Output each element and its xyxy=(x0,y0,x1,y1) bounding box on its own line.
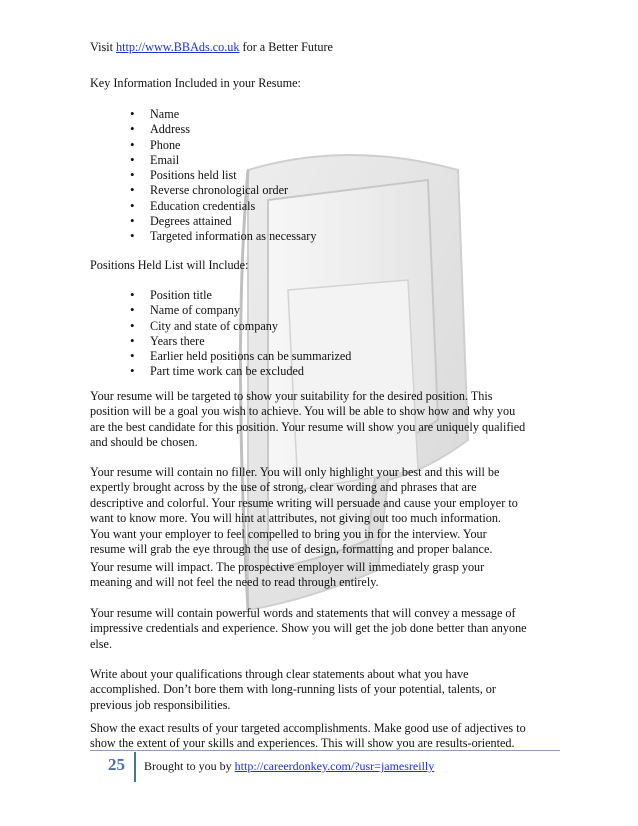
list-item: • Positions held list xyxy=(130,168,316,183)
careerdonkey-link[interactable]: http://careerdonkey.com/?usr=jamesreilly xyxy=(234,759,435,773)
text-line: are the best candidate for this position. Your resume will show you are uniquely qualified xyxy=(90,419,526,434)
text-line: meaning and will not feel the need to read through entirely. xyxy=(90,575,379,590)
text-line: Your resume will be targeted to show your suitability for the desired position. This xyxy=(90,389,493,403)
text-line: Your resume will impact. The prospective employer will immediately grasp your xyxy=(90,560,485,574)
list-item: • Education credentials xyxy=(130,199,316,214)
page-header xyxy=(90,40,333,55)
list-item: • Earlier held positions can be summarized xyxy=(130,349,351,364)
text-line: position will be a goal you wish to achieve. You will be able to show how and why you xyxy=(90,404,516,419)
key-info-list xyxy=(130,107,316,245)
paragraph xyxy=(90,667,560,713)
text-line: impressive credentials and experience. Show you will get the job done better than anyone xyxy=(90,621,527,636)
footer-rule xyxy=(90,750,560,751)
footer-credit xyxy=(144,759,434,774)
list-item: • Years there xyxy=(130,334,351,349)
list-item: • Name of company xyxy=(130,303,351,318)
paragraph xyxy=(90,389,560,451)
list-item: • City and state of company xyxy=(130,319,351,334)
list-item: • Name xyxy=(130,107,316,122)
paragraph xyxy=(90,721,560,752)
text-line: accomplished. Don’t bore them with long-running lists of your potential, talents, or xyxy=(90,682,496,697)
positions-list xyxy=(130,288,351,380)
text-line: descriptive and colorful. Your resume writing will persuade and cause your employer to xyxy=(90,495,518,510)
list-item: • Email xyxy=(130,153,316,168)
text-line: previous job responsibilities. xyxy=(90,697,231,712)
text-line: You want your employer to feel compelled to bring you in for the interview. Your xyxy=(90,526,487,541)
footer-divider xyxy=(134,752,136,782)
text-line: Write about your qualifications through clear statements about what you have xyxy=(90,667,469,681)
list-item: • Phone xyxy=(130,138,316,153)
text-line: expertly brought across by the use of strong, clear wording and phrases that are xyxy=(90,480,477,495)
paragraph xyxy=(90,560,560,591)
header-suffix: for a Better Future xyxy=(242,40,333,54)
text-line: want to know more. You will hint at attributes, not giving out too much information. xyxy=(90,511,501,526)
key-info-heading: Key Information Included in your Resume: xyxy=(90,76,301,90)
text-line: else. xyxy=(90,636,112,651)
paragraph xyxy=(90,606,560,652)
footer-prefix: Brought to you by xyxy=(144,759,232,773)
text-line: show the extent of your skills and experiences. This will show you are results-oriented. xyxy=(90,736,515,751)
list-item: • Position title xyxy=(130,288,351,303)
list-item: • Targeted information as necessary xyxy=(130,229,316,244)
page-footer xyxy=(90,750,560,782)
text-line: and should be chosen. xyxy=(90,435,198,450)
list-item: • Address xyxy=(130,122,316,137)
header-prefix: Visit xyxy=(90,40,113,54)
list-item: • Part time work can be excluded xyxy=(130,364,351,379)
bbads-link[interactable]: http://www.BBAds.co.uk xyxy=(116,40,240,54)
text-line: Your resume will contain no filler. You will only highlight your best and this will be xyxy=(90,465,500,479)
list-item: • Reverse chronological order xyxy=(130,183,316,198)
page-number: 25 xyxy=(108,755,125,774)
positions-heading: Positions Held List will Include: xyxy=(90,258,249,272)
list-item: • Degrees attained xyxy=(130,214,316,229)
text-line: Your resume will contain powerful words and statements that will convey a message of xyxy=(90,606,516,620)
paragraph xyxy=(90,465,560,557)
text-line: resume will grab the eye through the use of design, formatting and proper balance. xyxy=(90,542,493,557)
text-line: Show the exact results of your targeted accomplishments. Make good use of adjectives to xyxy=(90,721,526,735)
